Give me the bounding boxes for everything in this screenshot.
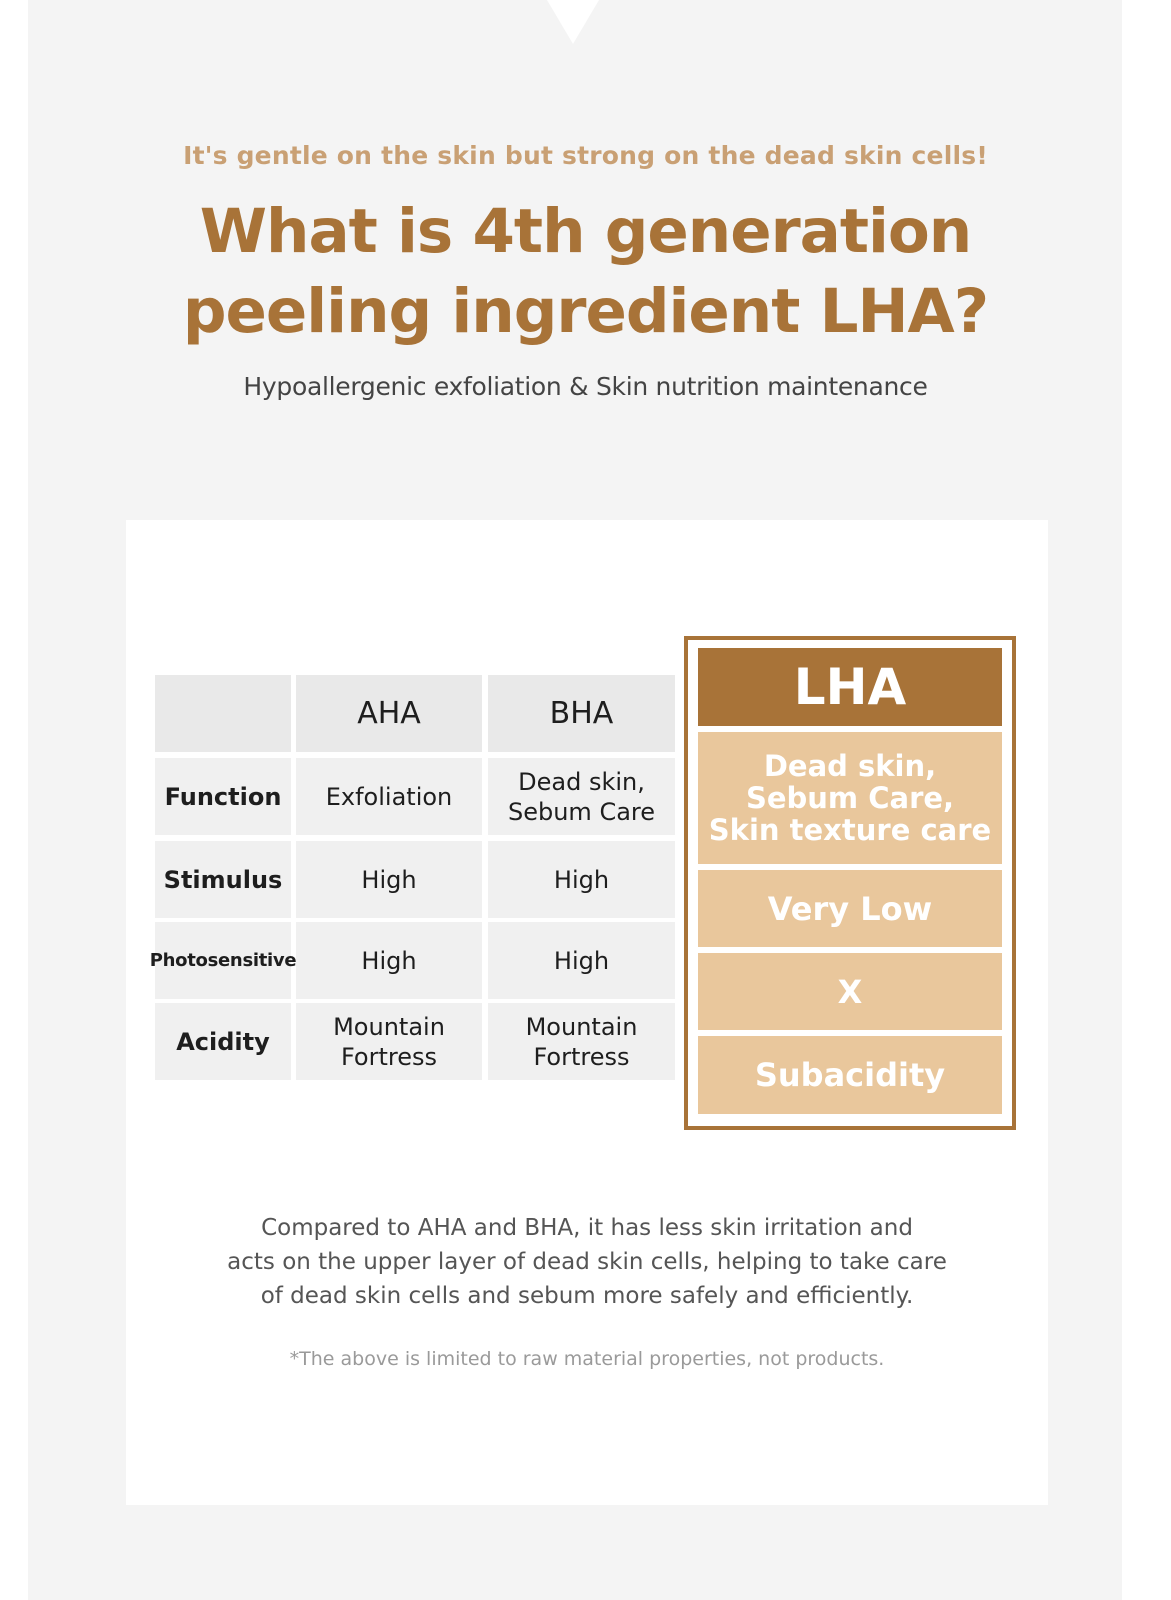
lha-function-line-3: Skin texture care <box>708 813 992 847</box>
cell-text-line-1: Mountain <box>333 1012 445 1041</box>
cell-photosensitive-aha: High <box>296 922 482 999</box>
lha-header: LHA <box>698 648 1002 726</box>
column-header-bha: BHA <box>488 675 675 752</box>
page-title-line-1: What is 4th generation <box>199 196 972 267</box>
page-title <box>0 192 1171 352</box>
row-label-photosensitive: Photosensitive <box>155 922 291 999</box>
description-text <box>126 1211 1048 1313</box>
lha-column <box>684 636 1016 1130</box>
lha-stimulus-cell: Very Low <box>698 870 1002 947</box>
table-corner-cell <box>155 675 291 752</box>
top-notch-arrow <box>547 0 599 44</box>
lha-function-line-1: Dead skin, <box>763 749 937 783</box>
lha-photosensitive-cell: X <box>698 953 1002 1030</box>
cell-photosensitive-bha: High <box>488 922 675 999</box>
row-label-function: Function <box>155 758 291 835</box>
cell-acidity-bha <box>488 1003 675 1080</box>
cell-acidity-aha <box>296 1003 482 1080</box>
row-label-stimulus: Stimulus <box>155 841 291 918</box>
lha-function-cell <box>698 732 1002 864</box>
cell-text-line-1: Mountain <box>525 1012 638 1041</box>
cell-text-line-1: Dead skin, <box>518 767 645 796</box>
cell-text-line-2: Fortress <box>340 1042 438 1071</box>
cell-text-line-2: Fortress <box>533 1042 630 1071</box>
lha-function-line-2: Sebum Care, <box>745 781 955 815</box>
row-label-acidity: Acidity <box>155 1003 291 1080</box>
cell-function-aha <box>296 758 482 835</box>
cell-stimulus-aha: High <box>296 841 482 918</box>
cell-text: Exfoliation <box>325 782 453 811</box>
kicker-text: It's gentle on the skin but strong on the dead skin cells! <box>183 141 988 170</box>
page-title-line-2: peeling ingredient LHA? <box>182 276 989 347</box>
description-line-3: of dead skin cells and sebum more safely and efficiently. <box>260 1283 914 1309</box>
cell-stimulus-bha: High <box>488 841 675 918</box>
cell-text-line-2: Sebum Care <box>507 797 656 826</box>
cell-function-bha <box>488 758 675 835</box>
page-subtitle: Hypoallergenic exfoliation & Skin nutrition maintenance <box>243 372 928 401</box>
lha-acidity-cell: Subacidity <box>698 1036 1002 1114</box>
description-line-2: acts on the upper layer of dead skin cells, helping to take care <box>227 1249 947 1275</box>
footnote: *The above is limited to raw material properties, not products. <box>289 1348 885 1370</box>
description-line-1: Compared to AHA and BHA, it has less skin irritation and <box>261 1215 913 1241</box>
column-header-aha: AHA <box>296 675 482 752</box>
